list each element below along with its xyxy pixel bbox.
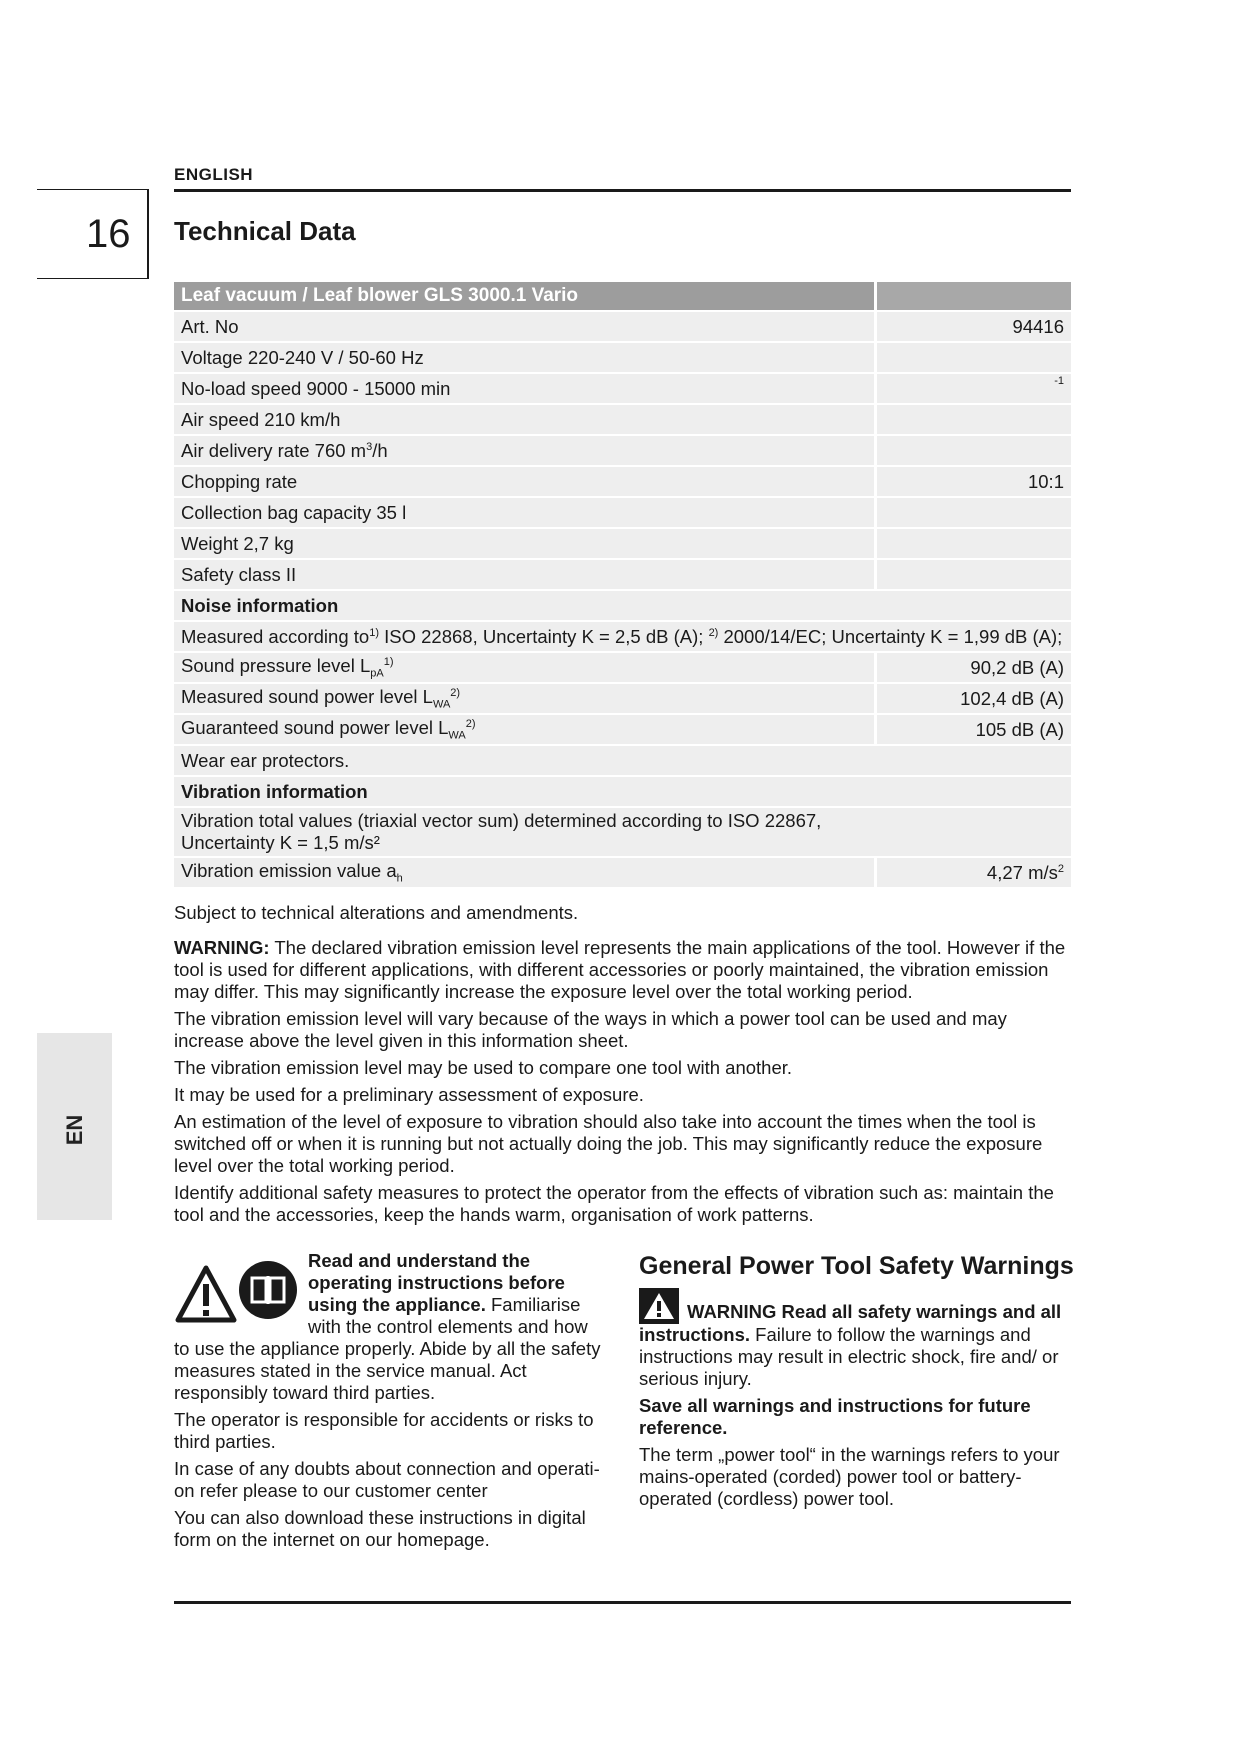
- table-header-cell: Leaf vacuum / Leaf blower GLS 3000.1 Vario: [174, 282, 874, 310]
- table-row: Vibration total values (triaxial vector sum) determined according to ISO 22867, Uncertainty K = 1,5 m/s²: [174, 808, 1071, 856]
- vibration-warning-block: WARNING: The declared vibration emission level represents the main applications of the tool. However if the tool is used for different applications, with different accessories or poorly maintained, the vibration emission may differ. This may significantly increase the exposure level over the total working period. The vibration emission level will vary because of the ways in which a power tool can be used and may increase above the level given in this information sheet. The vibration emission level may be used to compare one tool with another. It may be used for a preliminary assessment of exposure. An estimation of the level of exposure to vibration should also take into account the times when the tool is switched off or when it is running but not actually doing the job. This may significantly reduce the exposure level over the total working period. Identify additional safety measures to protect the operator from the effects of vibration such as: maintain the tool and the accessories, keep the hands warm, organisation of work patterns.: [174, 937, 1066, 1225]
- vibration-section-row: Vibration information: [174, 777, 1071, 806]
- warning-label: WARNING:: [174, 937, 270, 958]
- page-number: 16: [86, 212, 131, 256]
- safety-icons: [174, 1258, 302, 1324]
- table-row: Sound pressure level $L_{pA}^{1)}$ 90,2 dB (A): [174, 653, 1071, 682]
- table-row: Air speed 210 km/h: [174, 405, 1071, 434]
- table-row: No-load speed 9000 - 15000 min $^{-1}$: [174, 374, 1071, 403]
- table-row: Collection bag capacity 35 l: [174, 498, 1071, 527]
- table-row: Weight 2,7 kg: [174, 529, 1071, 558]
- page-title: Technical Data: [174, 216, 356, 246]
- table-row: Voltage 220-240 V / 50-60 Hz: [174, 343, 1071, 372]
- table-row: Art. No 94416: [174, 312, 1071, 341]
- table-row: Measured according $to^{1)}$ ISO 22868, Uncertainty K = 2,5 dB (A); $^{2)}$ 2000/14/EC; Uncertainty K = 1,99 dB (A);: [174, 622, 1071, 651]
- footer-rule: [174, 1601, 1071, 1604]
- table-row: Guaranteed sound power level $L_{WA}^{2)}$ 105 dB (A): [174, 715, 1071, 744]
- instructions-column: Read and understand the operating instructions before using the appliance. Familiarise with the control elements and how to use the appliance properly. Abide by all the safety measures stated in the service manual. Act responsibly toward third parties. The operator is responsible for accidents or risks to third parties. In case of any doubts about connection and operati-on refer please to our customer center You can also download these instructions in digital form on the internet on our homepage.: [174, 1250, 601, 1550]
- safety-warnings-column: General Power Tool Safety Warnings WARNING Read all safety warnings and all instructions. Failure to follow the warnings and instructions may result in electric shock, fire and/ or serious injury. Save all warnings and instructions for future reference. The term „power tool“ in the warnings refers to your mains-operated (corded) power tool or battery-operated (cordless) power tool.: [639, 1250, 1079, 1515]
- table-row: Vibration emission value $a_h$ 4,27 $m/s^2$: [174, 858, 1071, 887]
- table-row: Air delivery rate 760 $m^3/h$: [174, 436, 1071, 465]
- table-row: Chopping rate 10:1: [174, 467, 1071, 496]
- safety-warnings-title: General Power Tool Safety Warnings: [639, 1252, 1074, 1280]
- header-rule: [174, 189, 1071, 192]
- table-row: Measured sound power level $L_{WA}^{2)}$ 102,4 dB (A): [174, 684, 1071, 713]
- technical-data-table: [174, 280, 1071, 889]
- side-tab-label: EN: [62, 1114, 87, 1146]
- warning-badge-icon: [639, 1288, 679, 1324]
- subject-note: Subject to technical alterations and amendments.: [174, 902, 579, 923]
- warning-triangle-icon: [178, 1268, 234, 1320]
- table-row: Wear ear protectors.: [174, 746, 1071, 775]
- table-header-row: [174, 282, 1071, 310]
- noise-section-row: Noise information: [174, 591, 1071, 620]
- table-row: Safety class II: [174, 560, 1071, 589]
- read-manual-icon: [239, 1261, 297, 1319]
- language-header: ENGLISH: [174, 165, 254, 184]
